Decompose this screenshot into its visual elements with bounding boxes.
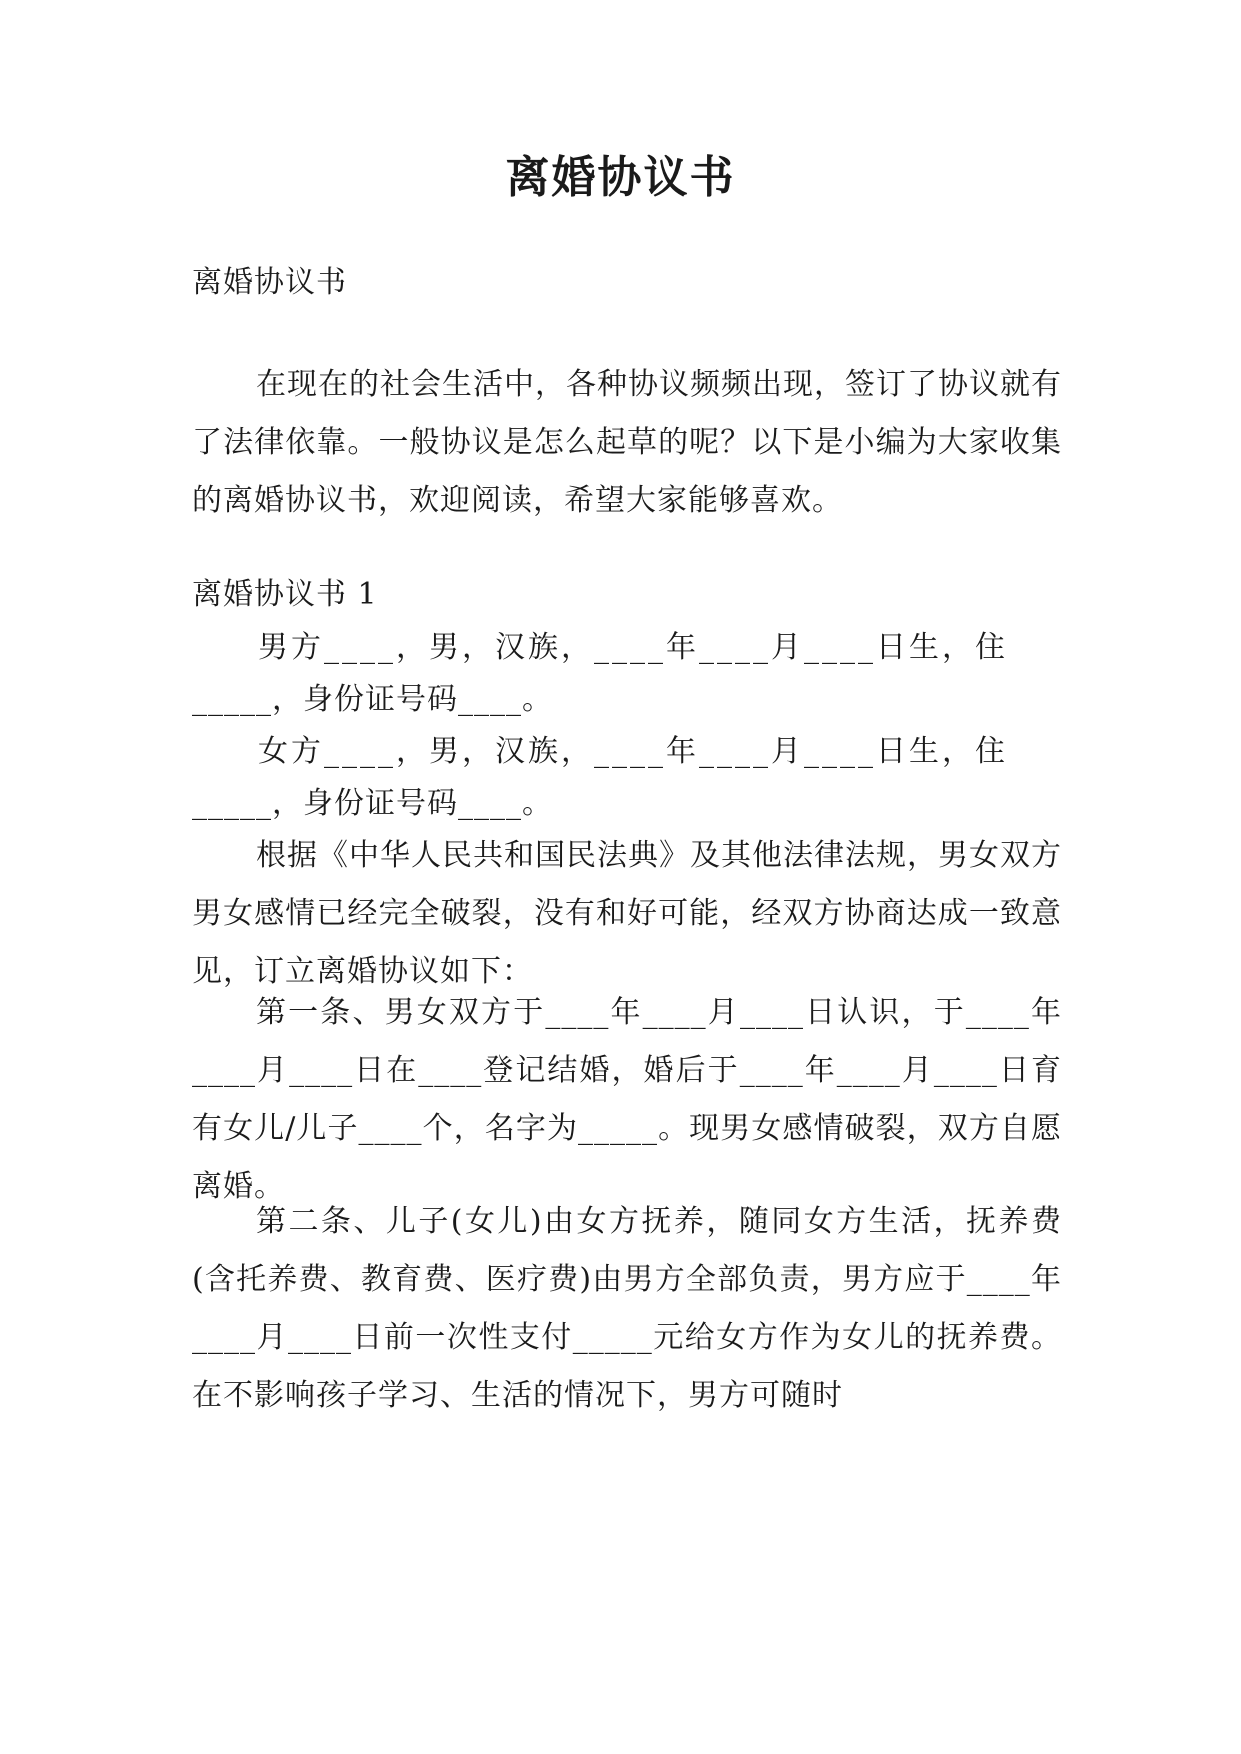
legal-basis-paragraph: 根据《中华人民共和国民法典》及其他法律法规，男女双方男女感情已经完全破裂，没有和好可能，经双方协商达成一致意见，订立离婚协议如下：: [192, 838, 1062, 989]
woman-info-line1: 女方____，男，汉族，____年____月____日生，住: [258, 734, 1008, 769]
woman-info-line2: _____，身份证号码____。: [192, 786, 553, 821]
document-title: 离婚协议书: [505, 152, 736, 203]
man-info-line2: _____，身份证号码____。: [192, 682, 553, 717]
section-heading: 离婚协议书 1: [192, 577, 378, 612]
intro-paragraph: 在现在的社会生活中，各种协议频频出现，签订了协议就有了法律依靠。一般协议是怎么起草的呢？以下是小编为大家收集的离婚协议书，欢迎阅读，希望大家能够喜欢。: [192, 367, 1062, 518]
article-2-paragraph: 第二条、儿子(女儿)由女方抚养，随同女方生活，抚养费(含托养费、教育费、医疗费)由男方全部负责，男方应于____年____月____日前一次性支付_____元给女方作为女儿的抚养费。在不影响孩子学习、生活的情况下，男方可随时: [192, 1204, 1062, 1413]
man-info-line1: 男方____，男，汉族，____年____月____日生，住: [258, 630, 1008, 665]
article-1-paragraph: 第一条、男女双方于____年____月____日认识，于____年____月____日在____登记结婚，婚后于____年____月____日育有女儿/儿子____个，名字为_____。现男女感情破裂，双方自愿离婚。: [192, 995, 1062, 1204]
document-subtitle: 离婚协议书: [192, 265, 347, 300]
